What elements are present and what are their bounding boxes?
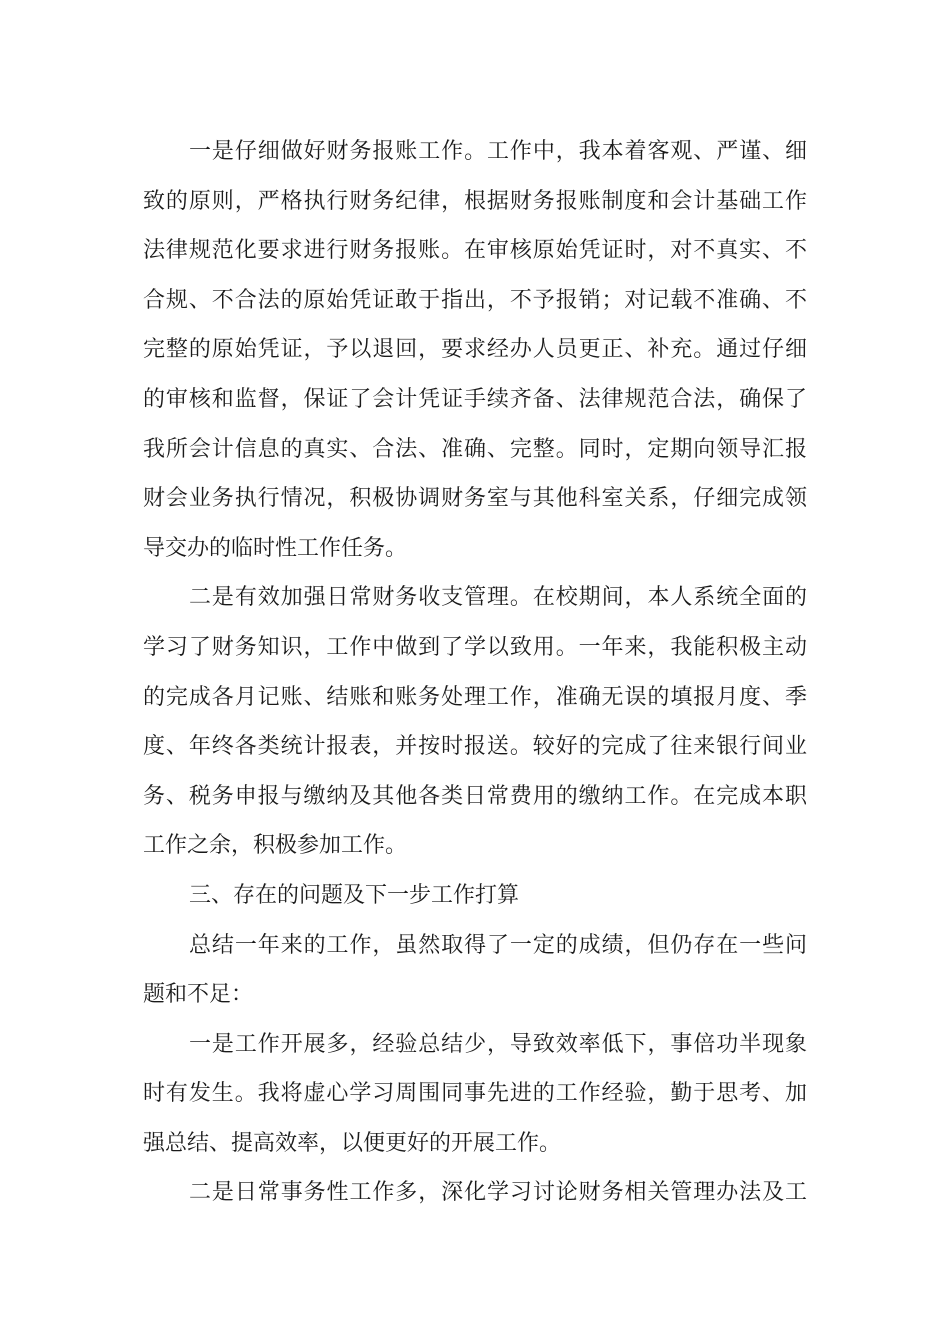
text-line: 完整的原始凭证，予以退回，要求经办人员更正、补充。通过仔细 xyxy=(143,337,807,363)
text-line: 度、年终各类统计报表，并按时报送。较好的完成了往来银行间业 xyxy=(143,734,807,760)
text-line: 学习了财务知识，工作中做到了学以致用。一年来，我能积极主动 xyxy=(143,634,807,660)
text-line: 强总结、提高效率，以便更好的开展工作。 xyxy=(143,1130,562,1156)
text-line: 一是工作开展多，经验总结少，导致效率低下，事倍功半现象 xyxy=(189,1031,807,1057)
text-line: 题和不足： xyxy=(143,982,254,1008)
text-line: 的完成各月记账、结账和账务处理工作，准确无误的填报月度、季 xyxy=(143,684,807,710)
text-line: 工作之余，积极参加工作。 xyxy=(143,833,408,859)
text-line: 法律规范化要求进行财务报账。在审核原始凭证时，对不真实、不 xyxy=(143,238,807,264)
text-line: 的审核和监督，保证了会计凭证手续齐备、法律规范合法，确保了 xyxy=(143,386,807,412)
text-line: 二是日常事务性工作多，深化学习讨论财务相关管理办法及工 xyxy=(189,1180,807,1206)
section-heading: 三、存在的问题及下一步工作打算 xyxy=(189,882,520,908)
text-line: 务、税务申报与缴纳及其他各类日常费用的缴纳工作。在完成本职 xyxy=(143,783,807,809)
text-line: 合规、不合法的原始凭证敢于指出，不予报销；对记载不准确、不 xyxy=(143,287,807,313)
text-line: 我所会计信息的真实、合法、准确、完整。同时，定期向领导汇报 xyxy=(143,436,807,462)
text-line: 二是有效加强日常财务收支管理。在校期间，本人系统全面的 xyxy=(189,585,807,611)
document-body xyxy=(143,127,807,1218)
text-line: 导交办的临时性工作任务。 xyxy=(143,535,408,561)
text-line: 致的原则，严格执行财务纪律，根据财务报账制度和会计基础工作 xyxy=(143,188,807,214)
text-line: 总结一年来的工作，虽然取得了一定的成绩，但仍存在一些问 xyxy=(189,932,807,958)
text-line: 一是仔细做好财务报账工作。工作中，我本着客观、严谨、细 xyxy=(189,139,807,164)
text-line: 财会业务执行情况，积极协调财务室与其他科室关系，仔细完成领 xyxy=(143,486,807,512)
text-line: 时有发生。我将虚心学习周围同事先进的工作经验，勤于思考、加 xyxy=(143,1081,807,1107)
